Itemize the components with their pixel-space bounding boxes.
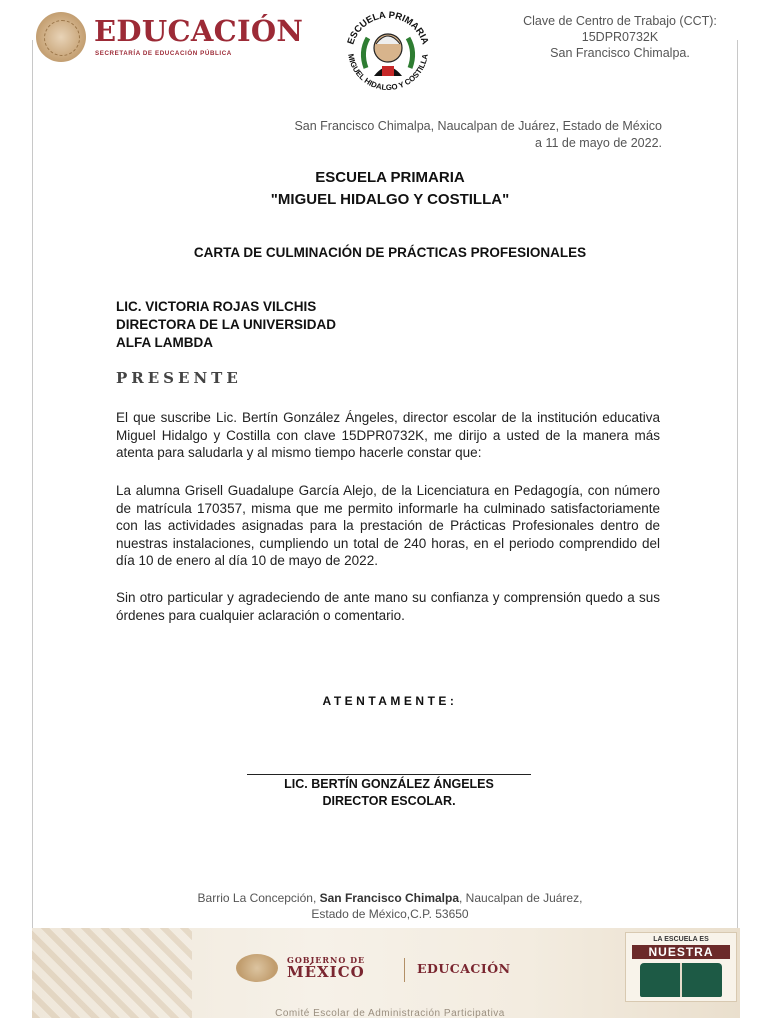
page-border-right	[737, 40, 738, 940]
body-paragraph-1: El que suscribe Lic. Bertín González Ángeles, director escolar de la institución educativa Miguel Hidalgo y Costilla con clave 15DPR0732K, me dirijo a usted de la manera más atenta para saludarla y al mismo tiempo hacerle constar que:	[116, 410, 660, 460]
place-line: San Francisco Chimalpa, Naucalpan de Juárez, Estado de México	[294, 119, 662, 133]
signer-block	[200, 776, 578, 810]
signature-line	[247, 774, 531, 775]
signer-name: LIC. BERTÍN GONZÁLEZ ÁNGELES	[284, 777, 494, 791]
ministry-title: EDUCACIÓN	[94, 14, 304, 48]
escuela-nuestra-badge	[625, 932, 737, 1002]
school-line-1: ESCUELA PRIMARIA	[315, 169, 465, 186]
recipient-name: LIC. VICTORIA ROJAS VILCHIS	[116, 299, 317, 314]
gobierno-seal-icon	[236, 954, 278, 982]
address-town: San Francisco Chimalpa	[319, 891, 460, 905]
ministry-subtitle: SECRETARÍA DE EDUCACIÓN PÚBLICA	[95, 50, 232, 57]
place-date	[200, 118, 662, 152]
letter-title: CARTA DE CULMINACIÓN DE PRÁCTICAS PROFESIONALES	[193, 245, 587, 260]
open-book-icon	[640, 963, 722, 997]
cct-code: 15DPR0732K	[581, 30, 659, 44]
badge-top-text: LA ESCUELA ES	[653, 936, 709, 943]
school-logo-icon	[338, 2, 438, 102]
closing: ATENTAMENTE:	[322, 694, 458, 708]
school-heading	[120, 167, 660, 211]
gobierno-label-top: GOBIERNO DE	[287, 955, 366, 965]
footer-pattern	[32, 928, 192, 1018]
cct-label: Clave de Centro de Trabajo (CCT):	[523, 14, 717, 28]
recipient-position: DIRECTORA DE LA UNIVERSIDAD	[116, 317, 337, 332]
address-suffix: , Naucalpan de Juárez,	[459, 891, 583, 905]
recipient-institution: ALFA LAMBDA	[116, 335, 213, 350]
sep-seal-icon	[36, 12, 86, 62]
page-border-left	[32, 40, 33, 940]
body-paragraph-2: La alumna Grisell Guadalupe García Alejo, de la Licenciatura en Pedagogía, con número de matrícula 170357, misma que me permito informarle ha culminado satisfactoriamente con las actividades asignadas para la prestación de Prácticas Profesionales dentro de nuestras instalaciones, cumpliendo un total de 240 horas, en el periodo comprendido del día 10 de enero al día 10 de mayo de 2022.	[116, 483, 660, 568]
footer-education-label: EDUCACIÓN	[417, 961, 511, 976]
address-line-2: Estado de México,C.P. 53650	[311, 907, 469, 921]
school-line-2: "MIGUEL HIDALGO Y COSTILLA"	[270, 191, 510, 208]
school-address	[150, 890, 630, 922]
footer-caption: Comité Escolar de Administración Participativa	[275, 1008, 505, 1019]
signer-title: DIRECTOR ESCOLAR.	[322, 794, 456, 808]
cct-block	[500, 13, 740, 61]
presente-heading: PRESENTE	[116, 369, 242, 387]
cct-location: San Francisco Chimalpa.	[550, 46, 690, 60]
footer-divider	[404, 958, 405, 982]
date-line: a 11 de mayo de 2022.	[535, 136, 662, 150]
gobierno-label-main: MÉXICO	[287, 963, 365, 981]
address-prefix: Barrio La Concepción,	[197, 891, 320, 905]
logo-arc-top: ESCUELA PRIMARIA	[345, 9, 431, 47]
body-paragraph-3: Sin otro particular y agradeciendo de ante mano su confianza y comprensión quedo a sus órdenes para cualquier aclaración o comentario.	[116, 590, 660, 623]
badge-main-text: NUESTRA	[632, 945, 730, 959]
logo-arc-bottom: MIGUEL HIDALGO Y COSTILLA	[346, 53, 430, 93]
recipient-block	[116, 298, 336, 352]
